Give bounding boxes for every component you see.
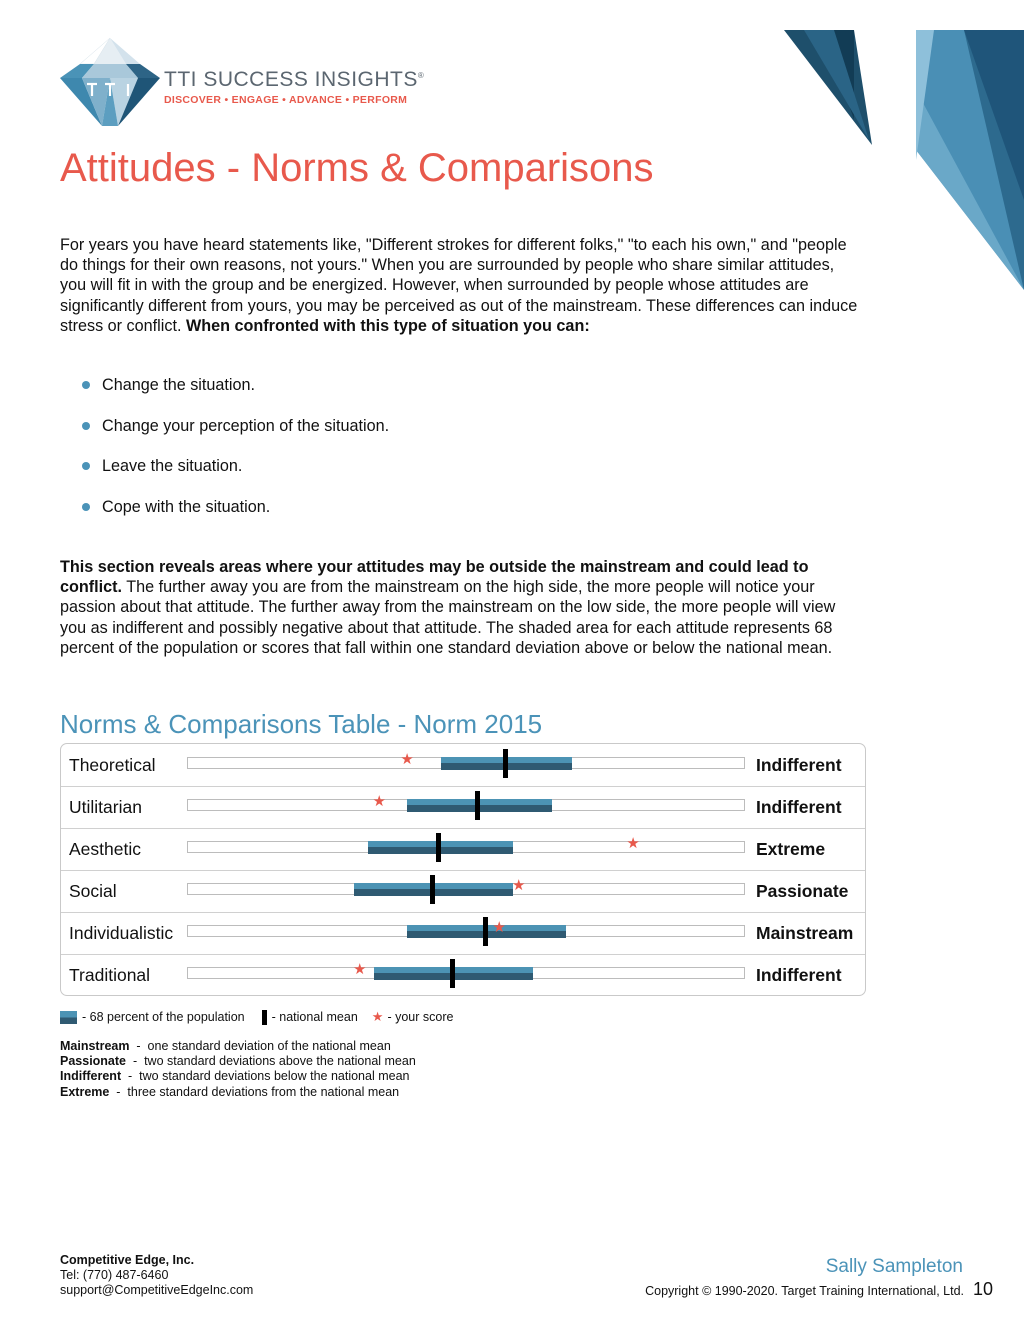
national-mean-marker (483, 917, 488, 946)
national-mean-marker (475, 791, 480, 820)
norms-table (60, 743, 866, 996)
registered-mark: ® (417, 71, 425, 80)
population-shade-bar (407, 799, 552, 812)
list-item-text: Cope with the situation. (102, 497, 271, 516)
page-number: 10 (972, 1279, 993, 1299)
national-mean-marker (450, 959, 455, 988)
definition-text: three standard deviations from the national mean (127, 1084, 400, 1099)
definition-item: Indifferent - two standard deviations below the national mean (60, 1069, 410, 1084)
section-paragraph (60, 557, 860, 658)
mean-marker-icon (262, 1010, 267, 1025)
definition-item: Mainstream - one standard deviation of the national mean (60, 1039, 391, 1053)
norms-row (61, 828, 865, 871)
definition-item: Extreme - three standard deviations from the national mean (60, 1084, 400, 1099)
list-item (82, 416, 389, 457)
legend-mean-label: - national mean (271, 1010, 358, 1024)
norms-row (61, 786, 865, 829)
attitude-result: Indifferent (756, 965, 842, 985)
score-star-icon: ★ (492, 919, 506, 936)
score-star-icon: ★ (512, 877, 526, 894)
score-star-icon: ★ (372, 793, 386, 810)
options-list (82, 375, 389, 537)
definition-term: Indifferent (60, 1069, 122, 1084)
attitude-label: Theoretical (69, 755, 156, 775)
national-mean-marker (503, 749, 508, 778)
legend (60, 1009, 453, 1025)
attitude-label: Utilitarian (69, 797, 142, 817)
list-item-text: Leave the situation. (102, 457, 243, 475)
list-item-text: Change the situation. (102, 376, 255, 394)
attitude-result: Passionate (756, 881, 849, 901)
footer-copyright: Copyright © 1990-2020. Target Training International, Ltd. (645, 1284, 964, 1298)
definition-term: Extreme (60, 1084, 110, 1099)
brand-name: TTI SUCCESS INSIGHTS® (164, 68, 425, 91)
section-bold-text: This section reveals areas where your attitudes may be outside the mainstream and could lead to conflict. (60, 558, 809, 597)
definition-term: Passionate (60, 1054, 127, 1069)
star-icon: ★ (371, 1009, 384, 1024)
norms-row (61, 912, 865, 955)
tti-logo-diamond (58, 34, 162, 130)
attitude-result: Extreme (756, 839, 826, 859)
footer-phone: Tel: (770) 487-6460 (60, 1268, 169, 1283)
national-mean-marker (436, 833, 441, 862)
population-shade-bar (368, 841, 513, 854)
attitude-label: Traditional (69, 965, 151, 985)
definition-text: two standard deviations above the national mean (144, 1054, 416, 1069)
attitude-label: Aesthetic (69, 839, 141, 859)
section-text: The further away you are from the mainstream on the high side, the more people will notice your passion about that attitude. The further away from the mainstream on the low side, the more people will view you as indifferent and possibly negative about that attitude. The shaded area for each attitude represents 68 percent of the population or scores that fall within one standard deviation above or below the national mean. (60, 578, 836, 657)
bullet-dot-icon (82, 462, 90, 470)
legend-score-label: - your score (387, 1010, 454, 1024)
list-item-text: Change your perception of the situation. (102, 416, 390, 435)
brand-tagline: DISCOVER • ENGAGE • ADVANCE • PERFORM (164, 94, 408, 106)
definition-text: one standard deviation of the national mean (147, 1039, 391, 1053)
norms-table-title: Norms & Comparisons Table - Norm 2015 (60, 709, 543, 739)
intro-paragraph (60, 235, 860, 336)
attitude-result: Indifferent (756, 797, 842, 817)
list-item (82, 497, 389, 538)
list-item (82, 375, 389, 416)
intro-text: For years you have heard statements like, "Different strokes for different folks," "to each his own," and "people do things for their own reasons, not yours." When you are surrounded by people who share similar attitudes, you will fit in with the group and be energized. However, when surrounded by people whose attitudes are significantly different from yours, you may be perceived as out of the mainstream. These differences can induce stress or conflict. (60, 236, 858, 335)
national-mean-marker (430, 875, 435, 904)
intro-bold-text: When confronted with this type of situation you can: (185, 316, 590, 335)
legend-shade-label: - 68 percent of the population (82, 1010, 245, 1024)
norms-row (61, 954, 865, 996)
definitions (60, 1039, 416, 1100)
page-title: Attitudes - Norms & Comparisons (60, 146, 654, 190)
attitude-label: Individualistic (69, 923, 174, 943)
norms-row (61, 870, 865, 913)
footer-person-name: Sally Sampleton (825, 1256, 963, 1277)
definition-term: Mainstream (60, 1039, 130, 1053)
score-star-icon: ★ (400, 751, 414, 768)
bullet-dot-icon (82, 503, 90, 511)
bullet-dot-icon (82, 381, 90, 389)
shade-swatch-icon (60, 1011, 77, 1024)
attitude-label: Social (69, 881, 117, 901)
bullet-dot-icon (82, 422, 90, 430)
attitude-result: Indifferent (756, 755, 842, 775)
list-item (82, 456, 389, 497)
score-star-icon: ★ (626, 835, 640, 852)
footer-company: Competitive Edge, Inc. (60, 1253, 195, 1267)
footer-contact (60, 1253, 253, 1299)
definition-text: two standard deviations below the national mean (139, 1069, 410, 1084)
norms-row (61, 744, 865, 787)
footer-email[interactable]: support@CompetitiveEdgeInc.com (60, 1283, 254, 1298)
attitude-result: Mainstream (756, 923, 854, 943)
score-star-icon: ★ (352, 961, 367, 978)
definition-item: Passionate - two standard deviations above the national mean (60, 1054, 416, 1069)
